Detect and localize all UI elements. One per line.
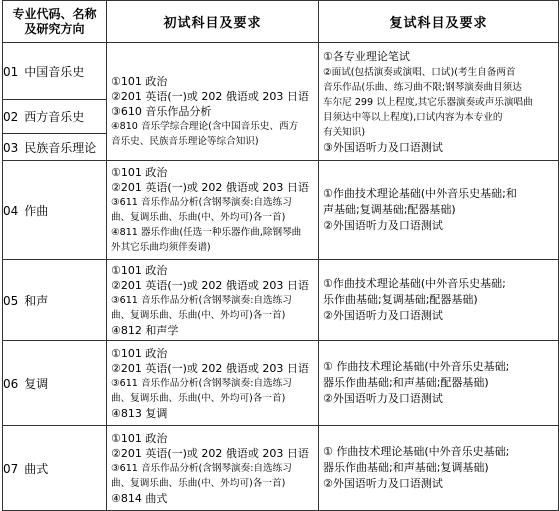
retest-line: ②外国语听力及口语测试 (323, 392, 443, 405)
exam-line: ④813 复调 (111, 406, 168, 420)
retest-line: ①各专业理论笔试 (323, 49, 410, 63)
major-cell (3, 426, 107, 511)
retest-cell (319, 341, 559, 426)
major-name: 中国音乐史 (24, 64, 85, 79)
major-cell (3, 260, 107, 341)
requirements-sheet (2, 0, 558, 504)
retest-line: ①作曲技术理论基础(中外音乐史基础;和 (323, 187, 517, 200)
retest-line: ① 作曲技术理论基础(中外音乐史基础; (323, 360, 510, 373)
table-row (3, 161, 559, 260)
exam-line: ③611 音乐作品分析(含钢琴演奏:自选练习 (111, 197, 292, 208)
exam-line: ④810 音乐学综合理论(含中国音乐史、西方 (111, 121, 299, 132)
major-code: 01 (3, 64, 19, 79)
exam-line: ①101 政治 (111, 263, 168, 277)
exam-line: ③610 音乐作品分析 (111, 105, 212, 118)
exam-line: 曲、复调乐曲、乐曲(中、外均可)各一首) (111, 392, 286, 404)
table-row (3, 341, 559, 426)
major-code: 06 (3, 376, 19, 391)
major-cell (3, 100, 107, 134)
retest-line: ③外国语听力及口语测试 (323, 140, 443, 154)
major-cell (3, 43, 107, 100)
major-code: 02 (3, 110, 19, 124)
retest-cell (319, 260, 559, 341)
table-row (3, 426, 559, 511)
header-major-code-line: 及研究方向 (24, 21, 85, 36)
major-name: 曲式 (24, 461, 49, 476)
exam-cell (107, 43, 319, 161)
retest-cell (319, 161, 559, 260)
header-initial-exam: 初试科目及要求 (107, 1, 319, 43)
major-cell (3, 341, 107, 426)
exam-cell (107, 260, 319, 341)
exam-cell (107, 426, 319, 511)
major-name: 作曲 (24, 203, 49, 218)
exam-line: 外其它乐曲均须伴奏谱) (111, 242, 211, 253)
exam-line: ②201 英语(一)或 202 俄语或 203 日语 (111, 90, 309, 103)
retest-cell (319, 43, 559, 161)
exam-requirements-table (2, 0, 559, 511)
header-major-code-line: 专业代码、名称 (12, 6, 97, 21)
header-retest: 复试科目及要求 (319, 1, 559, 43)
retest-line: 器乐作曲基础;和声基础;复调基础) (323, 461, 489, 474)
exam-line: ①101 政治 (111, 346, 168, 360)
major-name: 复调 (24, 376, 49, 391)
exam-line: ②201 英语(一)或 202 俄语或 203 日语 (111, 361, 309, 375)
exam-line: ②201 英语(一)或 202 俄语或 203 日语 (111, 278, 309, 292)
exam-cell (107, 161, 319, 260)
exam-cell (107, 341, 319, 426)
retest-line: 器乐作曲基础;和声基础;配器基础) (323, 376, 489, 389)
retest-line: ① 作曲技术理论基础(中外音乐史基础; (323, 445, 510, 458)
retest-line: ②面试(包括演奏或演唱、口试)(考生自备两首 (323, 66, 516, 78)
table-row (3, 43, 559, 100)
header-major-code (3, 1, 107, 43)
major-code: 04 (3, 203, 19, 218)
exam-line: ②201 英语(一)或 202 俄语或 203 日语 (111, 181, 309, 194)
exam-line: ②201 英语(一)或 202 俄语或 203 日语 (111, 446, 309, 460)
exam-line: ④812 和声学 (111, 323, 179, 337)
major-name: 和声 (24, 293, 49, 308)
major-code: 03 (3, 140, 19, 155)
exam-line: ①101 政治 (111, 75, 168, 88)
retest-line: 音乐作品(乐曲、练习曲不限;钢琴演奏曲目须达 (323, 81, 522, 93)
major-cell (3, 161, 107, 260)
table-header-row (3, 1, 559, 43)
exam-line: ③611 音乐作品分析(含钢琴演奏:自选练习 (111, 294, 292, 306)
retest-line: 有关知识) (323, 126, 366, 138)
retest-line: ②外国语听力及口语测试 (323, 219, 443, 232)
retest-cell (319, 426, 559, 511)
major-code: 05 (3, 293, 19, 308)
retest-line: 声基础;复调基础;配器基础) (323, 203, 456, 216)
table-row (3, 260, 559, 341)
retest-line: ②外国语听力及口语测试 (323, 309, 443, 322)
retest-line: ②外国语听力及口语测试 (323, 477, 443, 490)
retest-line: 目须达中等以上程度),口试内容为本专业的 (323, 111, 503, 123)
exam-line: ③611 音乐作品分析(含钢琴演奏:自选练习 (111, 377, 292, 389)
major-name: 民族音乐理论 (24, 140, 97, 155)
exam-line: 曲、复调乐曲、乐曲(中、外均可)各一首) (111, 477, 286, 489)
major-name: 西方音乐史 (24, 110, 85, 124)
exam-line: 曲、复调乐曲、乐曲(中、外均可)各一首) (111, 212, 286, 223)
retest-line: ①作曲技术理论基础(中外音乐史基础; (323, 277, 506, 290)
exam-line: 曲、复调乐曲、乐曲(中、外均可)各一首) (111, 309, 286, 321)
exam-line: 音乐史、民族音乐理论等综合知识) (111, 136, 259, 147)
exam-line: ①101 政治 (111, 431, 168, 445)
major-cell (3, 134, 107, 161)
exam-line: ①101 政治 (111, 166, 168, 179)
retest-line: 车尔尼 299 以上程度,其它乐器演奏或声乐演唱曲 (323, 96, 533, 108)
exam-line: ④811 器乐作曲(任选一种乐器作曲,除钢琴曲 (111, 227, 302, 238)
retest-line: 乐作曲基础;复调基础;配器基础) (323, 293, 478, 306)
exam-line: ③611 音乐作品分析(含钢琴演奏:自选练习 (111, 462, 292, 474)
exam-line: ④814 曲式 (111, 491, 168, 505)
major-code: 07 (3, 461, 19, 476)
